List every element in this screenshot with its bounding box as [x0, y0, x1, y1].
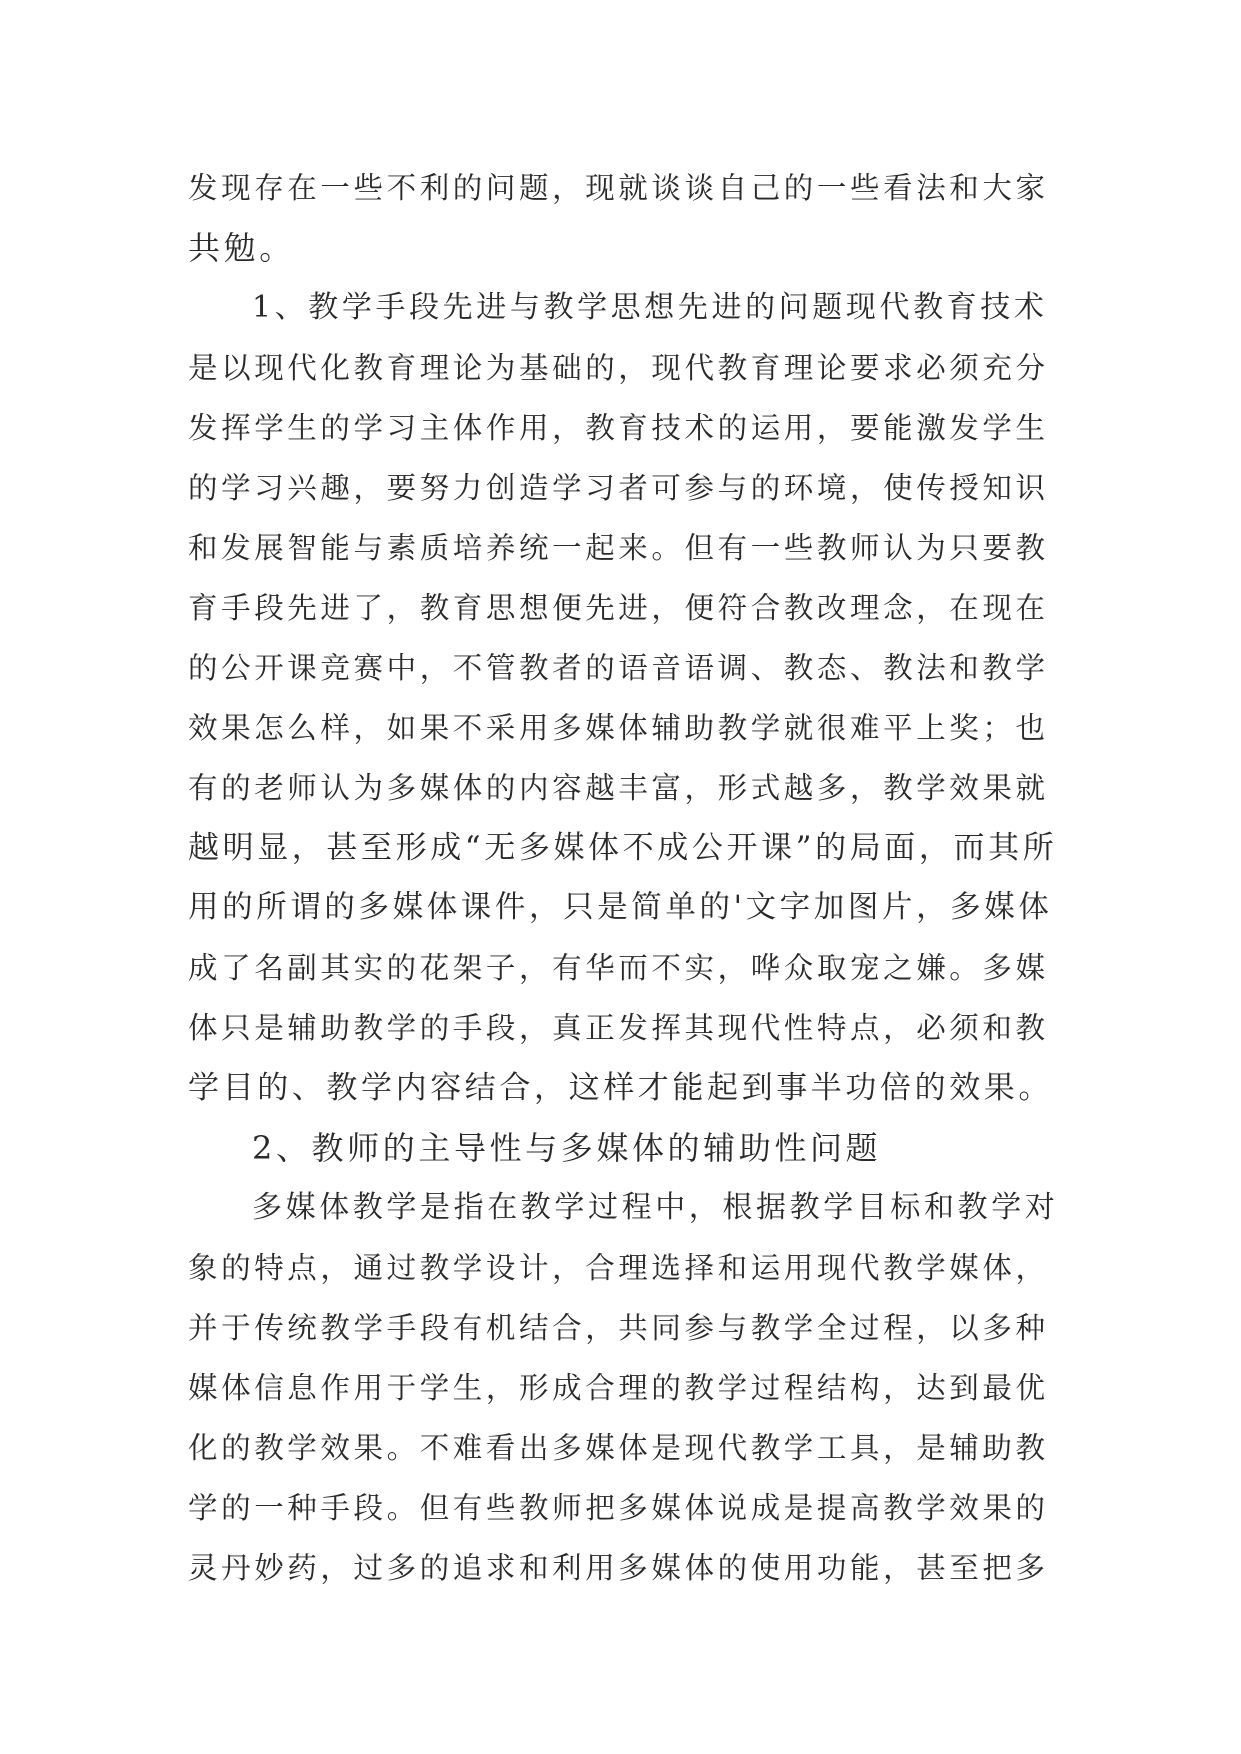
text-line: 体只是辅助教学的手段，真正发挥其现代性特点，必须和教 — [188, 1011, 1049, 1045]
text-line: 成了名副其实的花架子，有华而不实，哗众取宠之嫌。多媒 — [188, 951, 1049, 985]
text-line: 学目的、教学内容结合，这样才能起到事半功倍的效果。 — [188, 1070, 1053, 1106]
text-line: 是以现代化教育理论为基础的，现代教育理论要求必须充分 — [188, 351, 1049, 385]
text-line: 多媒体教学是指在教学过程中，根据教学目标和教学对 — [252, 1190, 1059, 1225]
text-line: 学的一种手段。但有些教师把多媒体说成是提高教学效果的 — [188, 1491, 1049, 1525]
text-line: 象的特点，通过教学设计，合理选择和运用现代教学媒体， — [188, 1251, 1049, 1285]
text-line: 的学习兴趣，要努力创造学习者可参与的环境，使传授知识 — [188, 471, 1049, 505]
text-line: 发挥学生的学习主体作用，教育技术的运用，要能激发学生 — [188, 411, 1049, 445]
text-line: 越明显，甚至形成“无多媒体不成公开课”的局面，而其所 — [188, 830, 1058, 866]
text-line: 1、教学手段先进与教学思想先进的问题现代教育技术 — [252, 290, 1048, 325]
text-line: 效果怎么样，如果不采用多媒体辅助教学就很难平上奖；也 — [188, 711, 1049, 745]
text-line: 媒体信息作用于学生，形成合理的教学过程结构，达到最优 — [188, 1371, 1049, 1405]
text-line: 育手段先进了，教育思想便先进，便符合教改理念，在现在 — [188, 591, 1049, 625]
text-line: 化的教学效果。不难看出多媒体是现代教学工具，是辅助教 — [188, 1431, 1049, 1465]
text-line: 用的所谓的多媒体课件，只是简单的'文字加图片，多媒体 — [188, 890, 1053, 925]
text-line: 有的老师认为多媒体的内容越丰富，形式越多，教学效果就 — [188, 771, 1049, 805]
text-line: 共勉。 — [188, 229, 295, 267]
body-text — [188, 158, 1058, 1598]
text-line: 2、教师的主导性与多媒体的辅助性问题 — [252, 1129, 882, 1167]
text-line: 灵丹妙药，过多的追求和利用多媒体的使用功能，甚至把多 — [188, 1551, 1049, 1585]
text-line: 并于传统教学手段有机结合，共同参与教学全过程，以多种 — [188, 1311, 1049, 1345]
text-line: 发现存在一些不利的问题，现就谈谈自己的一些看法和大家 — [188, 171, 1049, 205]
text-line: 的公开课竞赛中，不管教者的语音语调、教态、教法和教学 — [188, 651, 1049, 685]
text-line: 和发展智能与素质培养统一起来。但有一些教师认为只要教 — [188, 531, 1049, 565]
